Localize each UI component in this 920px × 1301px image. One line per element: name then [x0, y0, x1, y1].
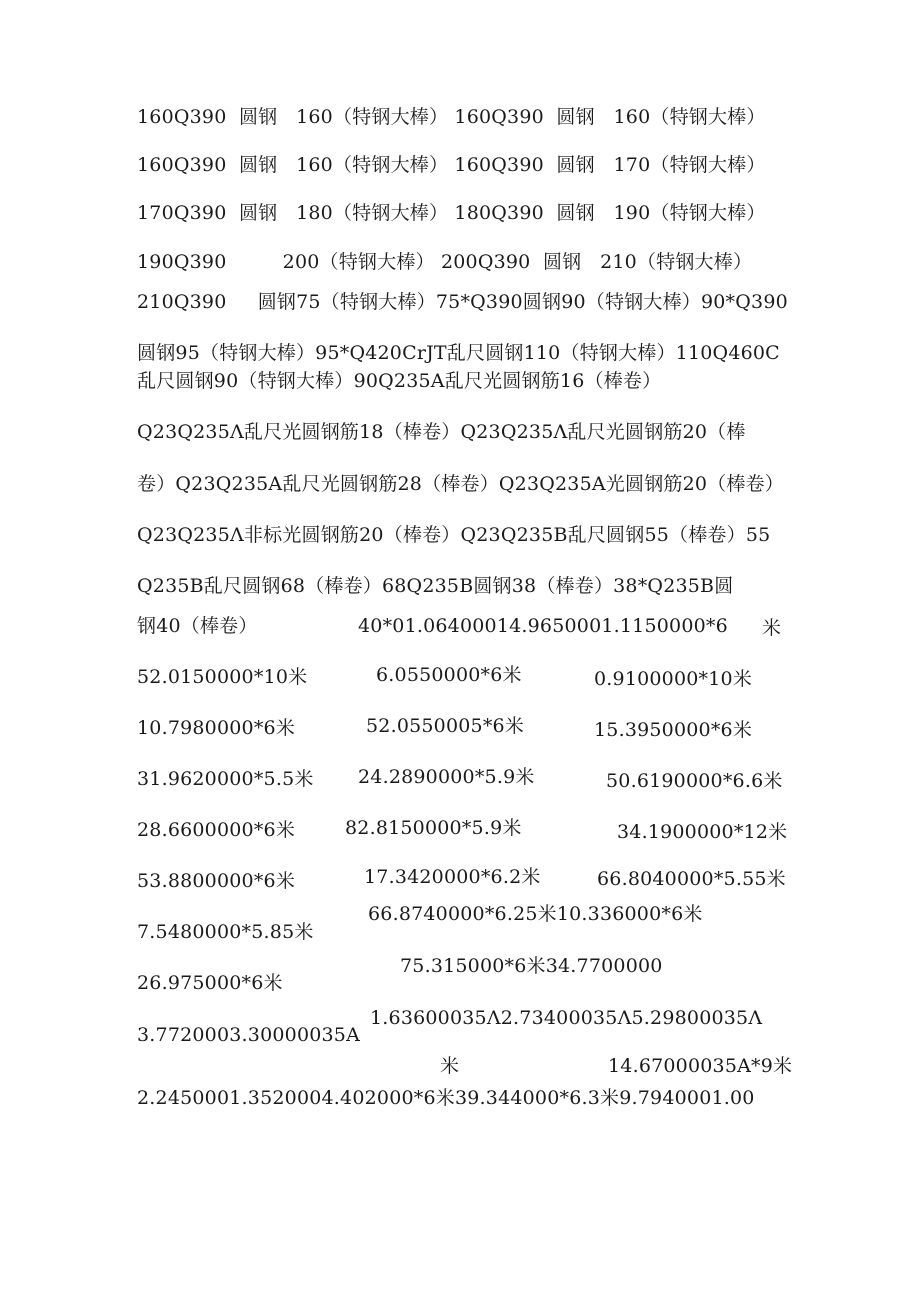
- value-cell: 24.2890000*5.9米: [358, 766, 535, 788]
- value-cell: 31.9620000*5.5米: [137, 768, 314, 790]
- text-line-17: 75.315000*6米34.7700000: [400, 955, 663, 977]
- value-cell: 52.0150000*10米: [137, 666, 308, 688]
- text-line-clipped: 14.67000035A*9米: [608, 1055, 793, 1077]
- text-line-14: 米: [762, 617, 782, 639]
- text-line-10: Q23Q235Λ非标光圆钢筋20（棒卷）Q23Q235B乱尺圆钢55（棒卷）55: [137, 524, 771, 546]
- text-line-15: 66.8740000*6.25米10.336000*6米: [368, 903, 703, 925]
- value-cell: 53.8800000*6米: [137, 870, 296, 892]
- value-cell: 50.6190000*6.6米: [606, 770, 783, 792]
- text-line-1: 160Q390 圆钢 160（特钢大棒） 160Q390 圆钢 160（特钢大棒）: [137, 106, 766, 128]
- text-line-3: 170Q390 圆钢 180（特钢大棒） 180Q390 圆钢 190（特钢大棒）: [137, 202, 766, 224]
- text-line-8: Q23Q235Λ乱尺光圆钢筋18（棒卷）Q23Q235Λ乱尺光圆钢筋20（棒: [137, 421, 746, 443]
- value-cell-clipped: 17.3420000*6.2米: [364, 866, 541, 888]
- text-line-20: 3.7720003.30000035A: [137, 1024, 361, 1046]
- text-line-18: 26.975000*6米: [137, 972, 283, 994]
- text-line-12: 钢40（棒卷）: [137, 615, 258, 637]
- text-line-6: 圆钢95（特钢大棒）95*Q420CrJT乱尺圆钢110（特钢大棒）110Q460C: [137, 342, 780, 364]
- text-line-13: 40*01.06400014.9650001.1150000*6: [358, 615, 728, 637]
- value-cell: 28.6600000*6米: [137, 819, 296, 841]
- value-cell: 0.9100000*10米: [594, 668, 753, 690]
- value-cell: 6.0550000*6米: [376, 664, 522, 686]
- text-line-4: 190Q390 200（特钢大棒） 200Q390 圆钢 210（特钢大棒）: [137, 251, 753, 273]
- text-line-5: 210Q390 圆钢75（特钢大棒）75*Q390圆钢90（特钢大棒）90*Q390: [137, 291, 788, 313]
- text-line-16: 7.5480000*5.85米: [137, 921, 314, 943]
- text-line-2: 160Q390 圆钢 160（特钢大棒） 160Q390 圆钢 170（特钢大棒）: [137, 154, 766, 176]
- text-line-9: 卷）Q23Q235A乱尺光圆钢筋28（棒卷）Q23Q235A光圆钢筋20（棒卷）: [137, 473, 784, 495]
- value-cell: 15.3950000*6米: [594, 719, 753, 741]
- value-cell: 82.8150000*5.9米: [345, 817, 522, 839]
- value-cell: 34.1900000*12米: [617, 821, 788, 843]
- text-line-19: 1.63600035Λ2.73400035Λ5.29800035Λ: [370, 1007, 763, 1029]
- value-cell: 52.0550005*6米: [366, 715, 525, 737]
- text-line-21: 2.2450001.3520004.402000*6米39.344000*6.3米9.7940001.00: [137, 1087, 755, 1109]
- text-line-clipped: 米: [440, 1055, 460, 1077]
- value-cell-clipped: 66.8040000*5.55米: [597, 868, 786, 890]
- text-line-7: 乱尺圆钢90（特钢大棒）90Q235A乱尺光圆钢筋16（棒卷）: [137, 370, 662, 392]
- value-cell: 10.7980000*6米: [137, 717, 296, 739]
- text-line-11: Q235B乱尺圆钢68（棒卷）68Q235B圆钢38（棒卷）38*Q235B圆: [137, 575, 734, 597]
